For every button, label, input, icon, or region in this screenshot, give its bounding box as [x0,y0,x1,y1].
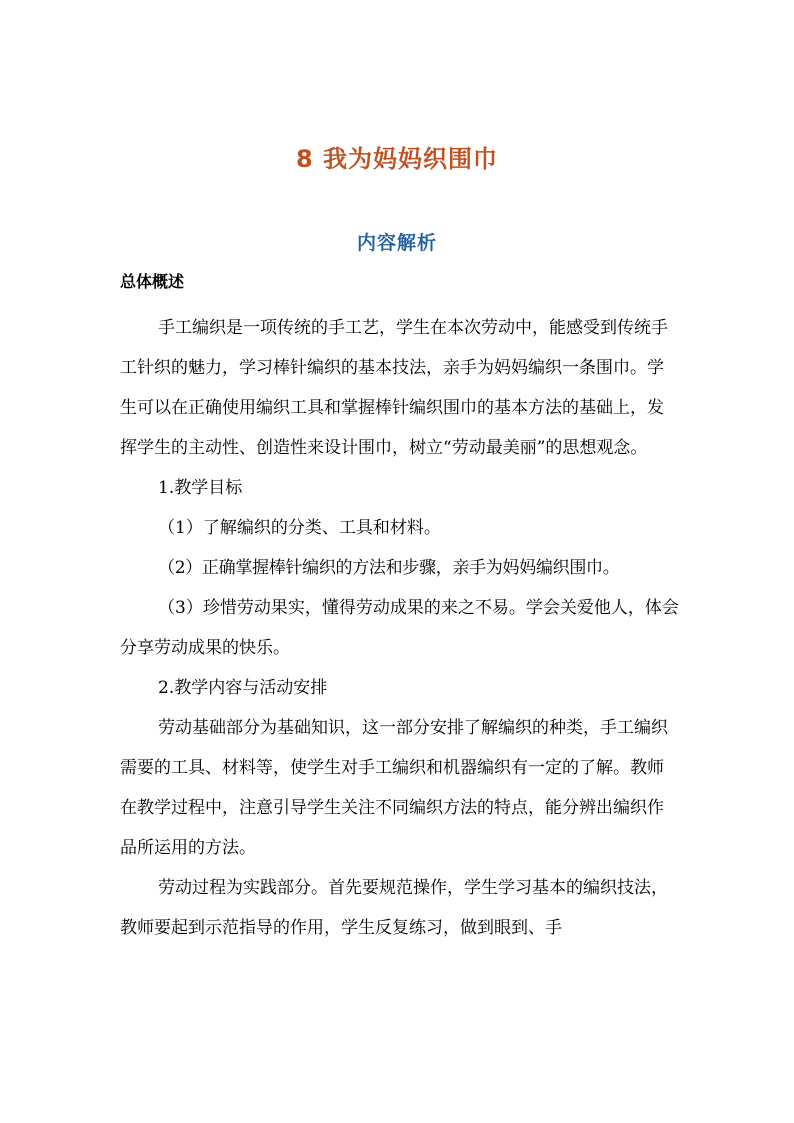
paragraph: 劳动基础部分为基础知识，这一部分安排了解编织的种类，手工编织需要的工具、材料等，使学生对手工编织和机器编织有一定的了解。教师在教学过程中，注意引导学生关注不同编织方法的特点，能分辨出编织作品所运用的方法。 [120,718,668,858]
list-heading: 2.教学内容与活动安排 [158,678,328,698]
paragraph: 劳动过程为实践部分。首先要规范操作，学生学习基本的编织技法，教师要起到示范指导的作用，学生反复练习，做到眼到、手 [120,878,668,938]
section-heading: 总体概述 [120,272,185,291]
list-item: （1）了解编织的分类、工具和材料。 [158,518,441,538]
document-title: 8 我为妈妈织围巾 [295,145,499,173]
paragraph: 手工编织是一项传统的手工艺，学生在本次劳动中，能感受到传统手工针织的魅力，学习棒针编织的基本技法，亲手为妈妈编织一条围巾。学生可以在正确使用编织工具和掌握棒针编织围巾的基本方法的基础上，发挥学生的主动性、创造性来设计围巾，树立“劳动最美丽”的思想观念。 [120,318,668,458]
list-item: （2）正确掌握棒针编织的方法和步骤，亲手为妈妈编织围巾。 [158,558,620,578]
section-title: 内容解析 [356,232,437,254]
document-body [120,308,680,948]
list-item: （3）珍惜劳动果实，懂得劳动成果的来之不易。学会关爱他人，体会分享劳动成果的快乐。 [120,598,679,658]
list-heading: 1.教学目标 [158,478,243,498]
